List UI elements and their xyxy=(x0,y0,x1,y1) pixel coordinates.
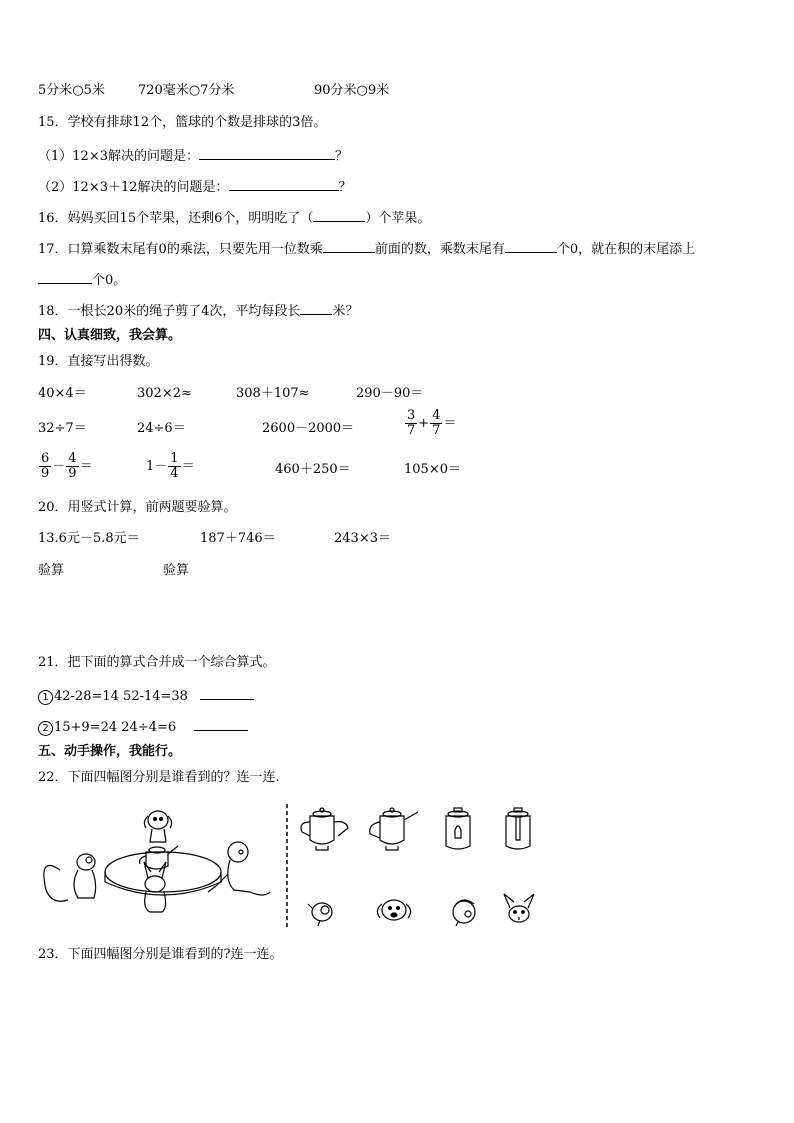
answer-blank[interactable] xyxy=(194,718,248,731)
calc-10: 1－ $\frac{1}{4}$ ＝ xyxy=(146,451,195,481)
check-label-2: 验算 xyxy=(163,563,190,578)
dog-icon xyxy=(377,900,410,920)
answer-blank[interactable] xyxy=(300,302,332,315)
question-20: 20．用竖式计算，前两题要验算。 xyxy=(38,500,237,515)
question-21-item-1: 1 42-28=14 52-14=38 xyxy=(38,687,254,705)
fraction: $\frac{6}{9}$ xyxy=(41,451,50,481)
question-19: 19．直接写出得数。 xyxy=(38,354,159,369)
answer-blank[interactable] xyxy=(323,240,375,253)
question-21: 21．把下面的算式合并成一个综合算式。 xyxy=(38,655,276,670)
monkey-icon xyxy=(208,842,270,895)
calc-1: 40×4＝ xyxy=(38,386,87,401)
answer-blank[interactable] xyxy=(313,209,365,222)
calc-3: 308＋107≈ xyxy=(236,386,310,401)
teapot-views xyxy=(296,806,536,854)
squirrel-icon xyxy=(44,854,96,901)
question-23: 23．下面四幅图分别是谁看到的?连一连。 xyxy=(38,947,283,962)
teapot-back-view-icon xyxy=(446,808,470,849)
divider xyxy=(285,804,289,928)
calc-7: 2600－2000＝ xyxy=(262,421,355,436)
comparison-1: 5分米○5米 xyxy=(38,83,105,98)
dog-icon xyxy=(144,811,171,842)
calc-9: $\frac{6}{9}$ － $\frac{4}{9}$ ＝ xyxy=(41,451,93,481)
calc-6: 24÷6＝ xyxy=(137,421,186,436)
teapot-side-view-icon xyxy=(301,808,348,850)
question-15-part-1: （1）12×3解决的问题是： ？ xyxy=(38,149,348,164)
check-label-1: 验算 xyxy=(38,563,65,578)
calc-5: 32÷7＝ xyxy=(38,421,87,436)
question-17-cont: 个0。 xyxy=(38,271,126,289)
vertical-calc-1: 13.6元－5.8元＝ xyxy=(38,531,140,546)
monkey-icon xyxy=(453,900,475,926)
calc-2: 302×2≈ xyxy=(137,386,192,401)
question-22: 22．下面四幅图分别是谁看到的？连一连. xyxy=(38,770,280,785)
vertical-calc-3: 243×3＝ xyxy=(334,531,391,546)
section-4-heading: 四、认真细致，我会算。 xyxy=(38,328,182,343)
section-5-heading: 五、动手操作，我能行。 xyxy=(38,744,182,759)
comparison-3: 90分米○9米 xyxy=(314,83,390,98)
question-15-part-2: （2）12×3＋12解决的问题是： ？ xyxy=(38,180,352,195)
answer-blank[interactable] xyxy=(199,147,335,160)
calc-8: $\frac{3}{7}$ + $\frac{4}{7}$ ＝ xyxy=(407,408,457,438)
calc-12: 105×0＝ xyxy=(404,462,461,477)
table-scene-figure xyxy=(38,800,278,915)
fraction: $\frac{3}{7}$ xyxy=(407,408,416,438)
question-18: 18．一根长20米的绳子剪了4次，平均每段长 米？ xyxy=(38,304,359,319)
answer-blank[interactable] xyxy=(38,271,92,284)
rabbit-icon xyxy=(504,894,534,922)
squirrel-icon xyxy=(308,903,332,926)
circled-number: 2 xyxy=(38,721,53,736)
calc-4: 290－90＝ xyxy=(356,386,424,401)
animal-heads xyxy=(300,890,536,930)
fraction: $\frac{4}{9}$ xyxy=(68,451,77,481)
teapot-front-view-icon xyxy=(506,808,530,849)
fraction: $\frac{4}{7}$ xyxy=(432,408,441,438)
teapot-side-view-icon xyxy=(370,808,418,850)
answer-blank[interactable] xyxy=(200,687,254,700)
comparison-2: 720毫米○7分米 xyxy=(138,83,235,98)
answer-blank[interactable] xyxy=(229,178,339,191)
vertical-calc-2: 187＋746＝ xyxy=(200,531,276,546)
question-21-item-2: 2 15+9=24 24÷4=6 xyxy=(38,718,248,736)
answer-blank[interactable] xyxy=(505,240,557,253)
circled-number: 1 xyxy=(38,690,53,705)
question-15: 15．学校有排球12个，篮球的个数是排球的3倍。 xyxy=(38,115,327,130)
fraction: $\frac{1}{4}$ xyxy=(170,451,179,481)
question-17: 17．口算乘数末尾有0的乘法，只要先用一位数乘 前面的数，乘数末尾有 个0，就在积的末尾添上 xyxy=(38,242,696,257)
calc-11: 460＋250＝ xyxy=(275,462,351,477)
question-16: 16．妈妈买回15个苹果，还剩6个，明明吃了（ ）个苹果。 xyxy=(38,211,431,226)
